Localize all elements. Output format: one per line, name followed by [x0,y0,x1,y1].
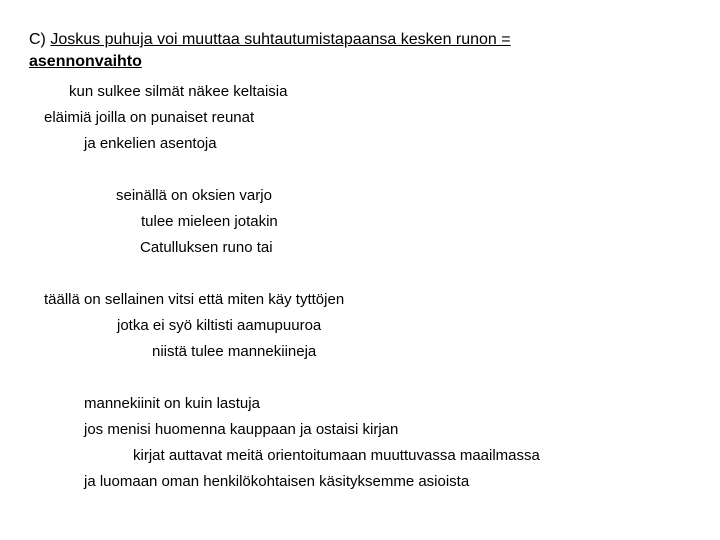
poem-line-stanza2-2: tulee mieleen jotakin [141,213,278,230]
poem-line-stanza3-1: täällä on sellainen vitsi että miten käy tyttöjen [44,291,345,308]
poem-line-stanza4-3: kirjat auttavat meitä orientoitumaan muuttuvassa maailmassa [133,447,540,464]
poem-line-stanza4-4: ja luomaan oman henkilökohtaisen käsityksemme asioista [84,473,470,490]
poem-line-stanza3-2: jotka ei syö kiltisti aamupuuroa [117,317,322,334]
slide-heading [29,29,629,73]
poem-line-stanza4-1: mannekiinit on kuin lastuja [84,395,260,412]
poem-line-stanza2-1: seinällä on oksien varjo [116,187,272,204]
poem-line-stanza3-3: niistä tulee mannekiineja [152,343,317,360]
poem-line-stanza2-3: Catulluksen runo tai [140,239,273,256]
heading-term: asennonvaihto [29,53,142,70]
poem-line-stanza1-2: eläimiä joilla on punaiset reunat [44,109,255,126]
poem-line-stanza1-3: ja enkelien asentoja [84,135,217,152]
heading-prefix: C) [29,31,51,48]
heading-underlined-text: Joskus puhuja voi muuttaa suhtautumistapaansa kesken runon = [50,31,511,48]
poem-line-stanza4-2: jos menisi huomenna kauppaan ja ostaisi kirjan [84,421,399,438]
poem-line-stanza1-1: kun sulkee silmät näkee keltaisia [69,83,288,100]
